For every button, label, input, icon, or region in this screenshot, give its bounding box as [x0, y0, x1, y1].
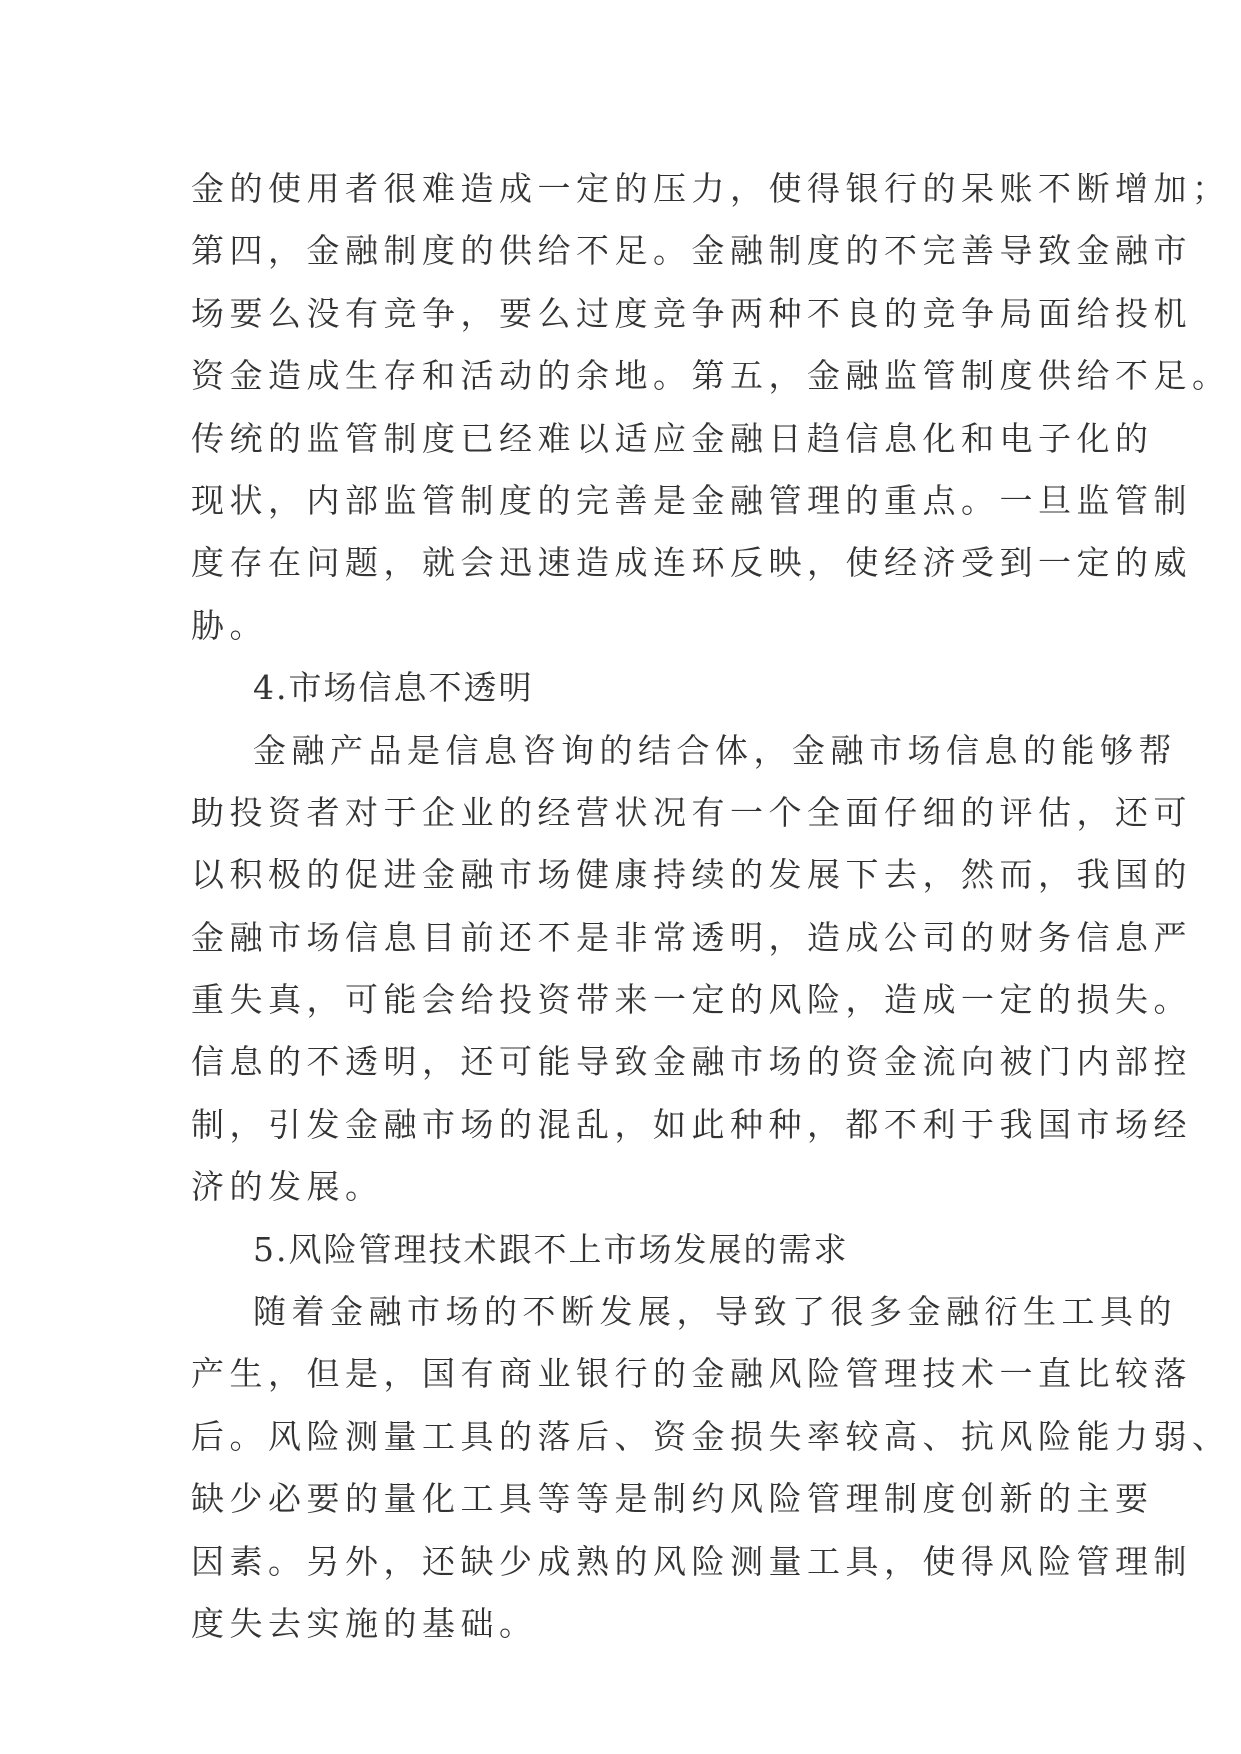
body-text-line: 随着金融市场的不断发展，导致了很多金融衍生工具的 — [253, 1292, 1177, 1332]
document-body — [191, 158, 1231, 1655]
body-text-line: 产生，但是，国有商业银行的金融风险管理技术一直比较落 — [191, 1354, 1192, 1394]
body-text-line: 助投资者对于企业的经营状况有一个全面仔细的评估，还可 — [191, 792, 1192, 832]
body-text-line: 场要么没有竞争，要么过度竞争两种不良的竞争局面给投机 — [191, 293, 1192, 333]
body-text-line: 金融产品是信息咨询的结合体，金融市场信息的能够帮 — [253, 730, 1177, 770]
body-text-line: 后。风险测量工具的落后、资金损失率较高、抗风险能力弱、 — [191, 1416, 1231, 1456]
body-text-line: 金融市场信息目前还不是非常透明，造成公司的财务信息严 — [191, 917, 1192, 957]
section-heading: 5.风险管理技术跟不上市场发展的需求 — [253, 1229, 849, 1269]
body-text-line: 资金造成生存和活动的余地。第五，金融监管制度供给不足。 — [191, 356, 1231, 396]
body-text-line: 信息的不透明，还可能导致金融市场的资金流向被门内部控 — [191, 1042, 1192, 1082]
body-text-line: 度失去实施的基础。 — [191, 1603, 538, 1643]
body-text-line: 制，引发金融市场的混乱，如此种种，都不利于我国市场经 — [191, 1104, 1192, 1144]
body-text-line: 第四，金融制度的供给不足。金融制度的不完善导致金融市 — [191, 231, 1192, 271]
body-text-line: 现状，内部监管制度的完善是金融管理的重点。一旦监管制 — [191, 480, 1192, 520]
body-text-line: 传统的监管制度已经难以适应金融日趋信息化和电子化的 — [191, 418, 1154, 458]
body-text-line: 以积极的促进金融市场健康持续的发展下去，然而，我国的 — [191, 855, 1192, 895]
body-text-line: 因素。另外，还缺少成熟的风险测量工具，使得风险管理制 — [191, 1541, 1192, 1581]
section-heading: 4.市场信息不透明 — [253, 668, 534, 708]
body-text-line: 度存在问题，就会迅速造成连环反映，使经济受到一定的威 — [191, 543, 1192, 583]
body-text-line: 缺少必要的量化工具等等是制约风险管理制度创新的主要 — [191, 1479, 1154, 1519]
body-text-line: 金的使用者很难造成一定的压力，使得银行的呆账不断增加； — [191, 169, 1231, 208]
body-text-line: 重失真，可能会给投资带来一定的风险，造成一定的损失。 — [191, 980, 1192, 1020]
body-text-line: 胁。 — [191, 605, 268, 645]
body-text-line: 济的发展。 — [191, 1167, 384, 1207]
